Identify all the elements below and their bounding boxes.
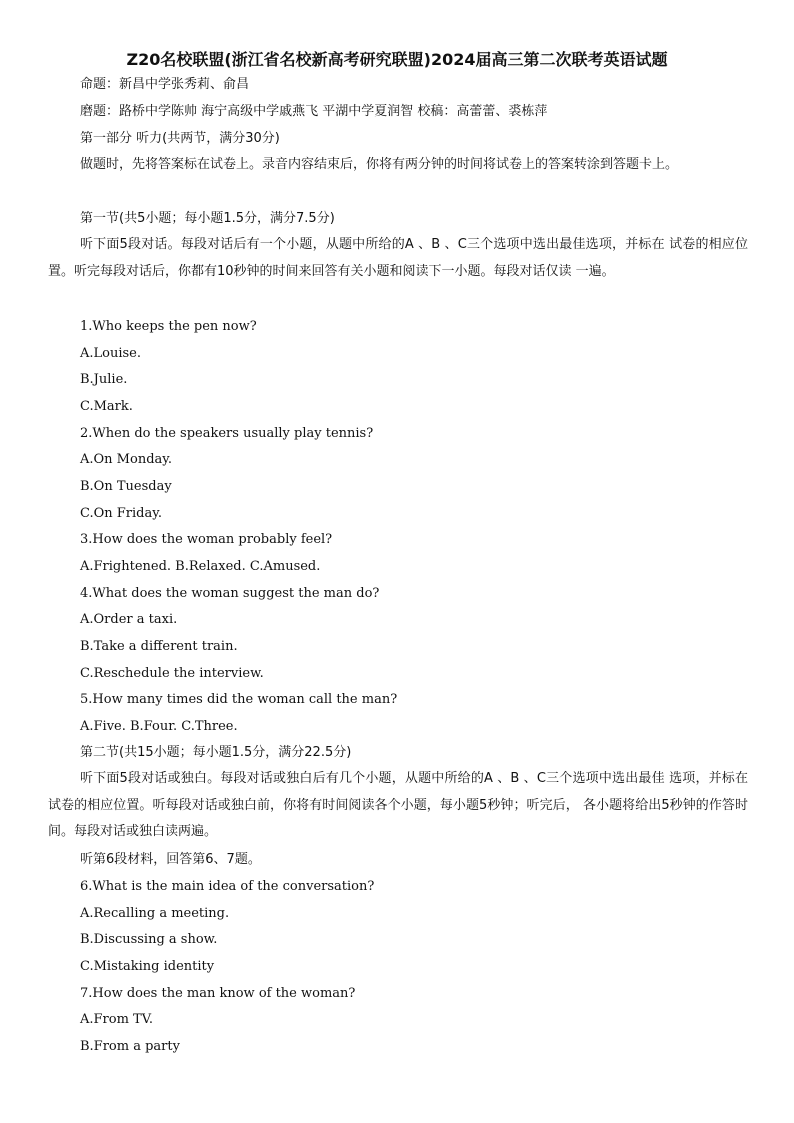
part1-instruction: 做题时，先将答案标在试卷上。录音内容结束后，你将有两分钟的时间将试卷上的答案转涂到答题卡上。	[80, 157, 679, 172]
section2-instruction: 听下面5段对话或独白。每段对话或独白后有几个小题，从题中所给的A 、B 、C三个选项中选出最佳 选项，并标在试卷的相应位置。听每段对话或独白前，你将有时间阅读各个小题，每小题5秒钟；听完后， 各小题将给出5秒钟的作答时间。每段对话或独白读两遍。	[48, 771, 748, 839]
question-2-option-c: C.On Friday.	[80, 506, 162, 521]
question-1-option-a: A.Louise.	[80, 346, 142, 361]
section1-instruction: 听下面5段对话。每段对话后有一个小题，从题中所给的A 、B 、C三个选项中选出最佳选项，并标在 试卷的相应位置。听完每段对话后，你都有10秒钟的时间来回答有关小题和阅读下一小题。每段对话仅读 一遍。	[48, 237, 748, 279]
question-6-stem: 6.What is the main idea of the conversation?	[80, 879, 375, 894]
page-title: Z20名校联盟(浙江省名校新高考研究联盟)2024届高三第二次联考英语试题	[126, 50, 668, 69]
question-2-option-b: B.On Tuesday	[80, 479, 172, 494]
question-4-option-a: A.Order a taxi.	[80, 612, 178, 627]
question-3-stem: 3.How does the woman probably feel?	[80, 532, 333, 547]
question-1-option-b: B.Julie.	[80, 372, 128, 387]
question-4-stem: 4.What does the woman suggest the man do?	[80, 586, 380, 601]
question-4-option-b: B.Take a different train.	[80, 639, 238, 654]
question-7-stem: 7.How does the man know of the woman?	[80, 986, 356, 1001]
section2-heading: 第二节(共15小题；每小题1.5分，满分22.5分)	[80, 745, 352, 760]
question-2-stem: 2.When do the speakers usually play tennis?	[80, 426, 374, 441]
question-6-option-c: C.Mistaking identity	[80, 959, 215, 974]
question-5-stem: 5.How many times did the woman call the man?	[80, 692, 398, 707]
question-1-option-c: C.Mark.	[80, 399, 133, 414]
question-2-option-a: A.On Monday.	[80, 452, 173, 467]
part1-heading: 第一部分 听力(共两节，满分30分)	[80, 131, 280, 146]
question-1-stem: 1.Who keeps the pen now?	[80, 319, 257, 334]
question-5-options: A.Five. B.Four. C.Three.	[80, 719, 238, 734]
question-7-option-a: A.From TV.	[80, 1012, 153, 1027]
reviewers-line: 磨题：路桥中学陈帅 海宁高级中学戚燕飞 平湖中学夏润智 校稿：高蕾蕾、裘栋萍	[80, 104, 548, 119]
question-3-options: A.Frightened. B.Relaxed. C.Amused.	[80, 559, 321, 574]
question-6-option-a: A.Recalling a meeting.	[80, 906, 230, 921]
author-line: 命题：新昌中学张秀莉、俞昌	[80, 77, 250, 92]
question-6-option-b: B.Discussing a show.	[80, 932, 218, 947]
question-4-option-c: C.Reschedule the interview.	[80, 666, 264, 681]
question-7-option-b: B.From a party	[80, 1039, 180, 1054]
material-6-note: 听第6段材料，回答第6、7题。	[80, 852, 261, 867]
section1-heading: 第一节(共5小题；每小题1.5分，满分7.5分)	[80, 211, 335, 226]
